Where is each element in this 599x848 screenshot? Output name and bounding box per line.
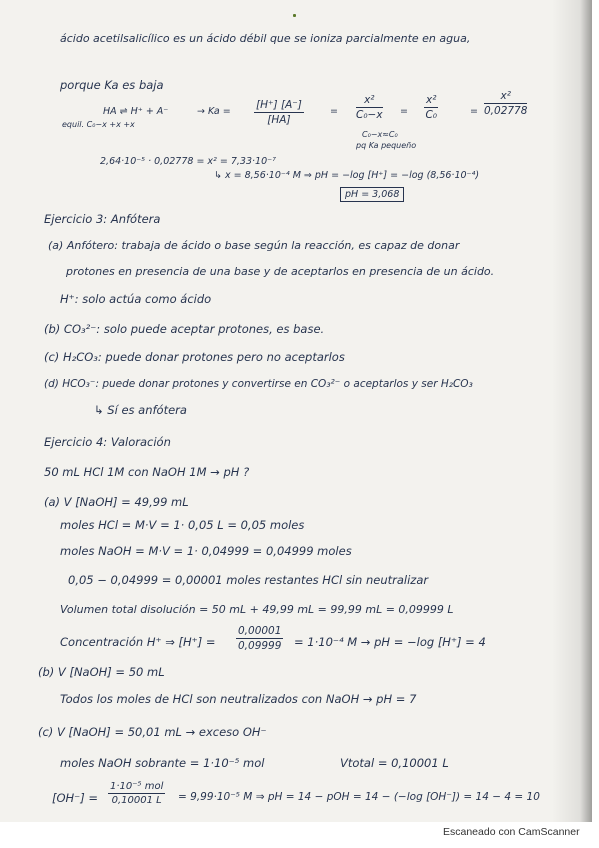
fraction-oh-concentration: 1·10⁻⁵ mol 0,10001 L [110,781,164,806]
calculation-line: 2,64·10⁻⁵ · 0,02778 = x² = 7,33·10⁻⁷ [100,156,276,167]
page-edge-shadow [552,0,592,822]
text-line: Todos los moles de HCl son neutralizados con NaOH → pH = 7 [60,692,417,706]
ka-label: → Ka = [197,106,231,117]
text-line: (c) V [NaOH] = 50,01 mL → exceso OH⁻ [38,725,267,739]
text-line: (d) HCO₃⁻: puede donar protones y convertirse en CO₃²⁻ o aceptarlos y ser H₂CO₃ [44,378,473,390]
equals-sign: = [400,106,408,117]
text-line: [OH⁻] = [52,791,99,805]
text-line: (c) H₂CO₃: puede donar protones pero no aceptarlos [44,350,345,364]
fraction-x2-c0-x: $\frac{\text{x²}}{\text{C₀−x}}$ [356,94,383,121]
ph-result: pH = 3,068 [340,189,404,200]
text-line: = 9,99·10⁻⁵ M ⇒ pH = 14 − pOH = 14 − (−log [OH⁻]) = 14 − 4 = 10 [178,791,540,803]
text-line: (a) V [NaOH] = 49,99 mL [44,495,189,509]
fraction-x2-c0: $\frac{\text{x²}}{\text{C₀}}$ [425,94,437,121]
text-line: protones en presencia de una base y de aceptarlos en presencia de un ácido. [66,265,495,278]
text-line: ácido acetilsalicílico es un ácido débil que se ioniza parcialmente en agua, [60,32,471,45]
equals-sign: = [470,106,478,117]
text-line: ↳ Sí es anfótera [94,403,187,417]
text-line: Vtotal = 0,10001 L [340,756,449,770]
fraction-x2-concentration: $\frac{\text{x²}}{0,02778}$ [484,90,528,117]
equilibrium-row: equil. C₀−x +x +x [62,120,135,129]
text-line: = 1·10⁻⁴ M → pH = −log [H⁺] = 4 [294,635,486,649]
text-line: Concentración H⁺ ⇒ [H⁺] = [60,635,216,649]
scanner-watermark: Escaneado con CamScanner [443,826,580,838]
text-line: (b) V [NaOH] = 50 mL [38,665,165,679]
equals-sign: = [330,106,338,117]
approximation-note: C₀−x≈C₀ [362,130,398,139]
text-line: (a) Anfótero: trabaja de ácido o base según la reacción, es capaz de donar [48,239,460,252]
approximation-note: pq Ka pequeño [356,141,417,150]
text-line: 0,05 − 0,04999 = 0,00001 moles restantes HCl sin neutralizar [68,573,429,587]
exercise-title: Ejercicio 4: Valoración [44,435,171,449]
text-line: 50 mL HCl 1M con NaOH 1M → pH ? [44,465,250,479]
text-line: porque Ka es baja [60,78,164,92]
text-line: moles HCl = M·V = 1· 0,05 L = 0,05 moles [60,518,305,532]
text-line: moles NaOH = M·V = 1· 0,04999 = 0,04999 moles [60,544,352,558]
text-line: (b) CO₃²⁻: solo puede aceptar protones, es base. [44,322,325,336]
ka-fraction: $\frac{[H^+] [A^-]}{[HA]}$ [256,99,302,126]
calculation-line: ↳ x = 8,56·10⁻⁴ M ⇒ pH = −log [H⁺] = −log (8,56·10⁻⁴) [214,170,480,181]
text-line: moles NaOH sobrante = 1·10⁻⁵ mol [60,756,265,770]
ink-dot [293,14,296,17]
text-line: H⁺: solo actúa como ácido [60,292,212,306]
fraction-h-concentration: $\frac{0,00001}{0,09999}$ [238,625,282,652]
text-line: Volumen total disolución = 50 mL + 49,99 mL = 99,99 mL = 0,09999 L [60,603,454,616]
equilibrium-equation: HA ⇌ H⁺ + A⁻ [103,106,169,117]
exercise-title: Ejercicio 3: Anfótera [44,212,161,226]
